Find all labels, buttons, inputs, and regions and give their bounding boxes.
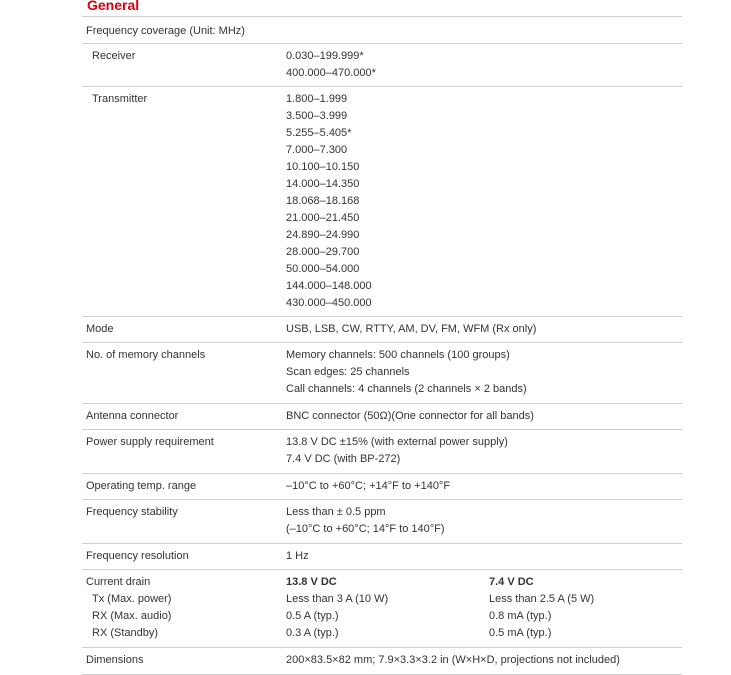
label-current-drain: Current drain	[86, 576, 151, 588]
power-line: 7.4 V DC (with BP-272)	[286, 453, 401, 465]
power-line: 13.8 V DC ±15% (with external power supply)	[286, 436, 508, 448]
transmitter-range: 24.890–24.990	[286, 229, 360, 241]
label-power-supply: Power supply requirement	[86, 436, 214, 448]
value-memory-channels	[286, 347, 527, 398]
value-operating-temp: –10°C to +60°C; +14°F to +140°F	[286, 480, 451, 492]
label-frequency-coverage: Frequency coverage (Unit: MHz)	[86, 25, 245, 37]
row-receiver	[82, 44, 682, 87]
transmitter-range: 144.000–148.000	[286, 280, 372, 292]
row-operating-temp	[82, 474, 682, 500]
transmitter-range: 21.000–21.450	[286, 212, 360, 224]
current-value: 0.5 mA (typ.)	[489, 627, 552, 639]
header-7v4: 7.4 V DC	[489, 576, 534, 588]
row-antenna-connector	[82, 404, 682, 430]
label-frequency-resolution: Frequency resolution	[86, 550, 189, 562]
label-operating-temp: Operating temp. range	[86, 480, 197, 492]
transmitter-range: 50.000–54.000	[286, 263, 360, 275]
transmitter-range: 7.000–7.300	[286, 144, 348, 156]
receiver-range: 400.000–470.000*	[286, 67, 376, 79]
transmitter-range: 18.068–18.168	[286, 195, 360, 207]
transmitter-range: 430.000–450.000	[286, 297, 372, 309]
label-frequency-stability: Frequency stability	[86, 506, 178, 518]
section-title: General	[87, 0, 140, 13]
label-tx-max-power: Tx (Max. power)	[92, 593, 172, 605]
value-dimensions: 200×83.5×82 mm; 7.9×3.3×3.2 in (W×H×D, projections not included)	[286, 654, 620, 666]
receiver-range: 0.030–199.999*	[286, 50, 364, 62]
value-antenna-connector: BNC connector (50Ω)(One connector for all bands)	[286, 410, 534, 422]
stability-line: (–10°C to +60°C; 14°F to 140°F)	[286, 523, 445, 535]
stability-line: Less than ± 0.5 ppm	[286, 506, 386, 518]
row-frequency-coverage	[82, 17, 682, 44]
value-receiver	[286, 48, 376, 82]
row-frequency-resolution	[82, 544, 682, 570]
label-transmitter: Transmitter	[92, 93, 148, 105]
row-dimensions	[82, 648, 682, 675]
label-rx-max-audio: RX (Max. audio)	[92, 610, 172, 622]
value-current-7v4	[489, 574, 594, 642]
label-rx-standby: RX (Standby)	[92, 627, 159, 639]
value-frequency-stability	[286, 504, 445, 538]
label-receiver: Receiver	[92, 50, 136, 62]
value-current-13v8	[286, 574, 388, 642]
value-frequency-resolution: 1 Hz	[286, 550, 309, 562]
transmitter-range: 14.000–14.350	[286, 178, 360, 190]
label-mode: Mode	[86, 323, 114, 335]
label-current-drain-group	[86, 574, 171, 642]
label-memory-channels: No. of memory channels	[86, 349, 206, 361]
transmitter-range: 28.000–29.700	[286, 246, 360, 258]
memory-line: Memory channels: 500 channels (100 groups)	[286, 349, 510, 361]
current-value: 0.5 A (typ.)	[286, 610, 339, 622]
label-dimensions: Dimensions	[86, 654, 144, 666]
memory-line: Call channels: 4 channels (2 channels × 2 bands)	[286, 383, 527, 395]
transmitter-range: 3.500–3.999	[286, 110, 348, 122]
row-frequency-stability	[82, 500, 682, 544]
row-power-supply	[82, 430, 682, 474]
current-value: 0.3 A (typ.)	[286, 627, 339, 639]
current-value: Less than 2.5 A (5 W)	[489, 593, 595, 605]
specs-table	[82, 0, 682, 675]
memory-line: Scan edges: 25 channels	[286, 366, 410, 378]
value-transmitter	[286, 91, 372, 312]
label-antenna-connector: Antenna connector	[86, 410, 179, 422]
transmitter-range: 10.100–10.150	[286, 161, 360, 173]
current-value: Less than 3 A (10 W)	[286, 593, 389, 605]
value-power-supply	[286, 434, 508, 468]
current-value: 0.8 mA (typ.)	[489, 610, 552, 622]
row-mode	[82, 317, 682, 343]
value-mode: USB, LSB, CW, RTTY, AM, DV, FM, WFM (Rx only)	[286, 323, 537, 335]
row-current-drain	[82, 570, 682, 648]
transmitter-range: 5.255–5.405*	[286, 127, 352, 139]
row-memory-channels	[82, 343, 682, 404]
transmitter-range: 1.800–1.999	[286, 93, 348, 105]
header-13v8: 13.8 V DC	[286, 576, 337, 588]
row-transmitter	[82, 87, 682, 317]
